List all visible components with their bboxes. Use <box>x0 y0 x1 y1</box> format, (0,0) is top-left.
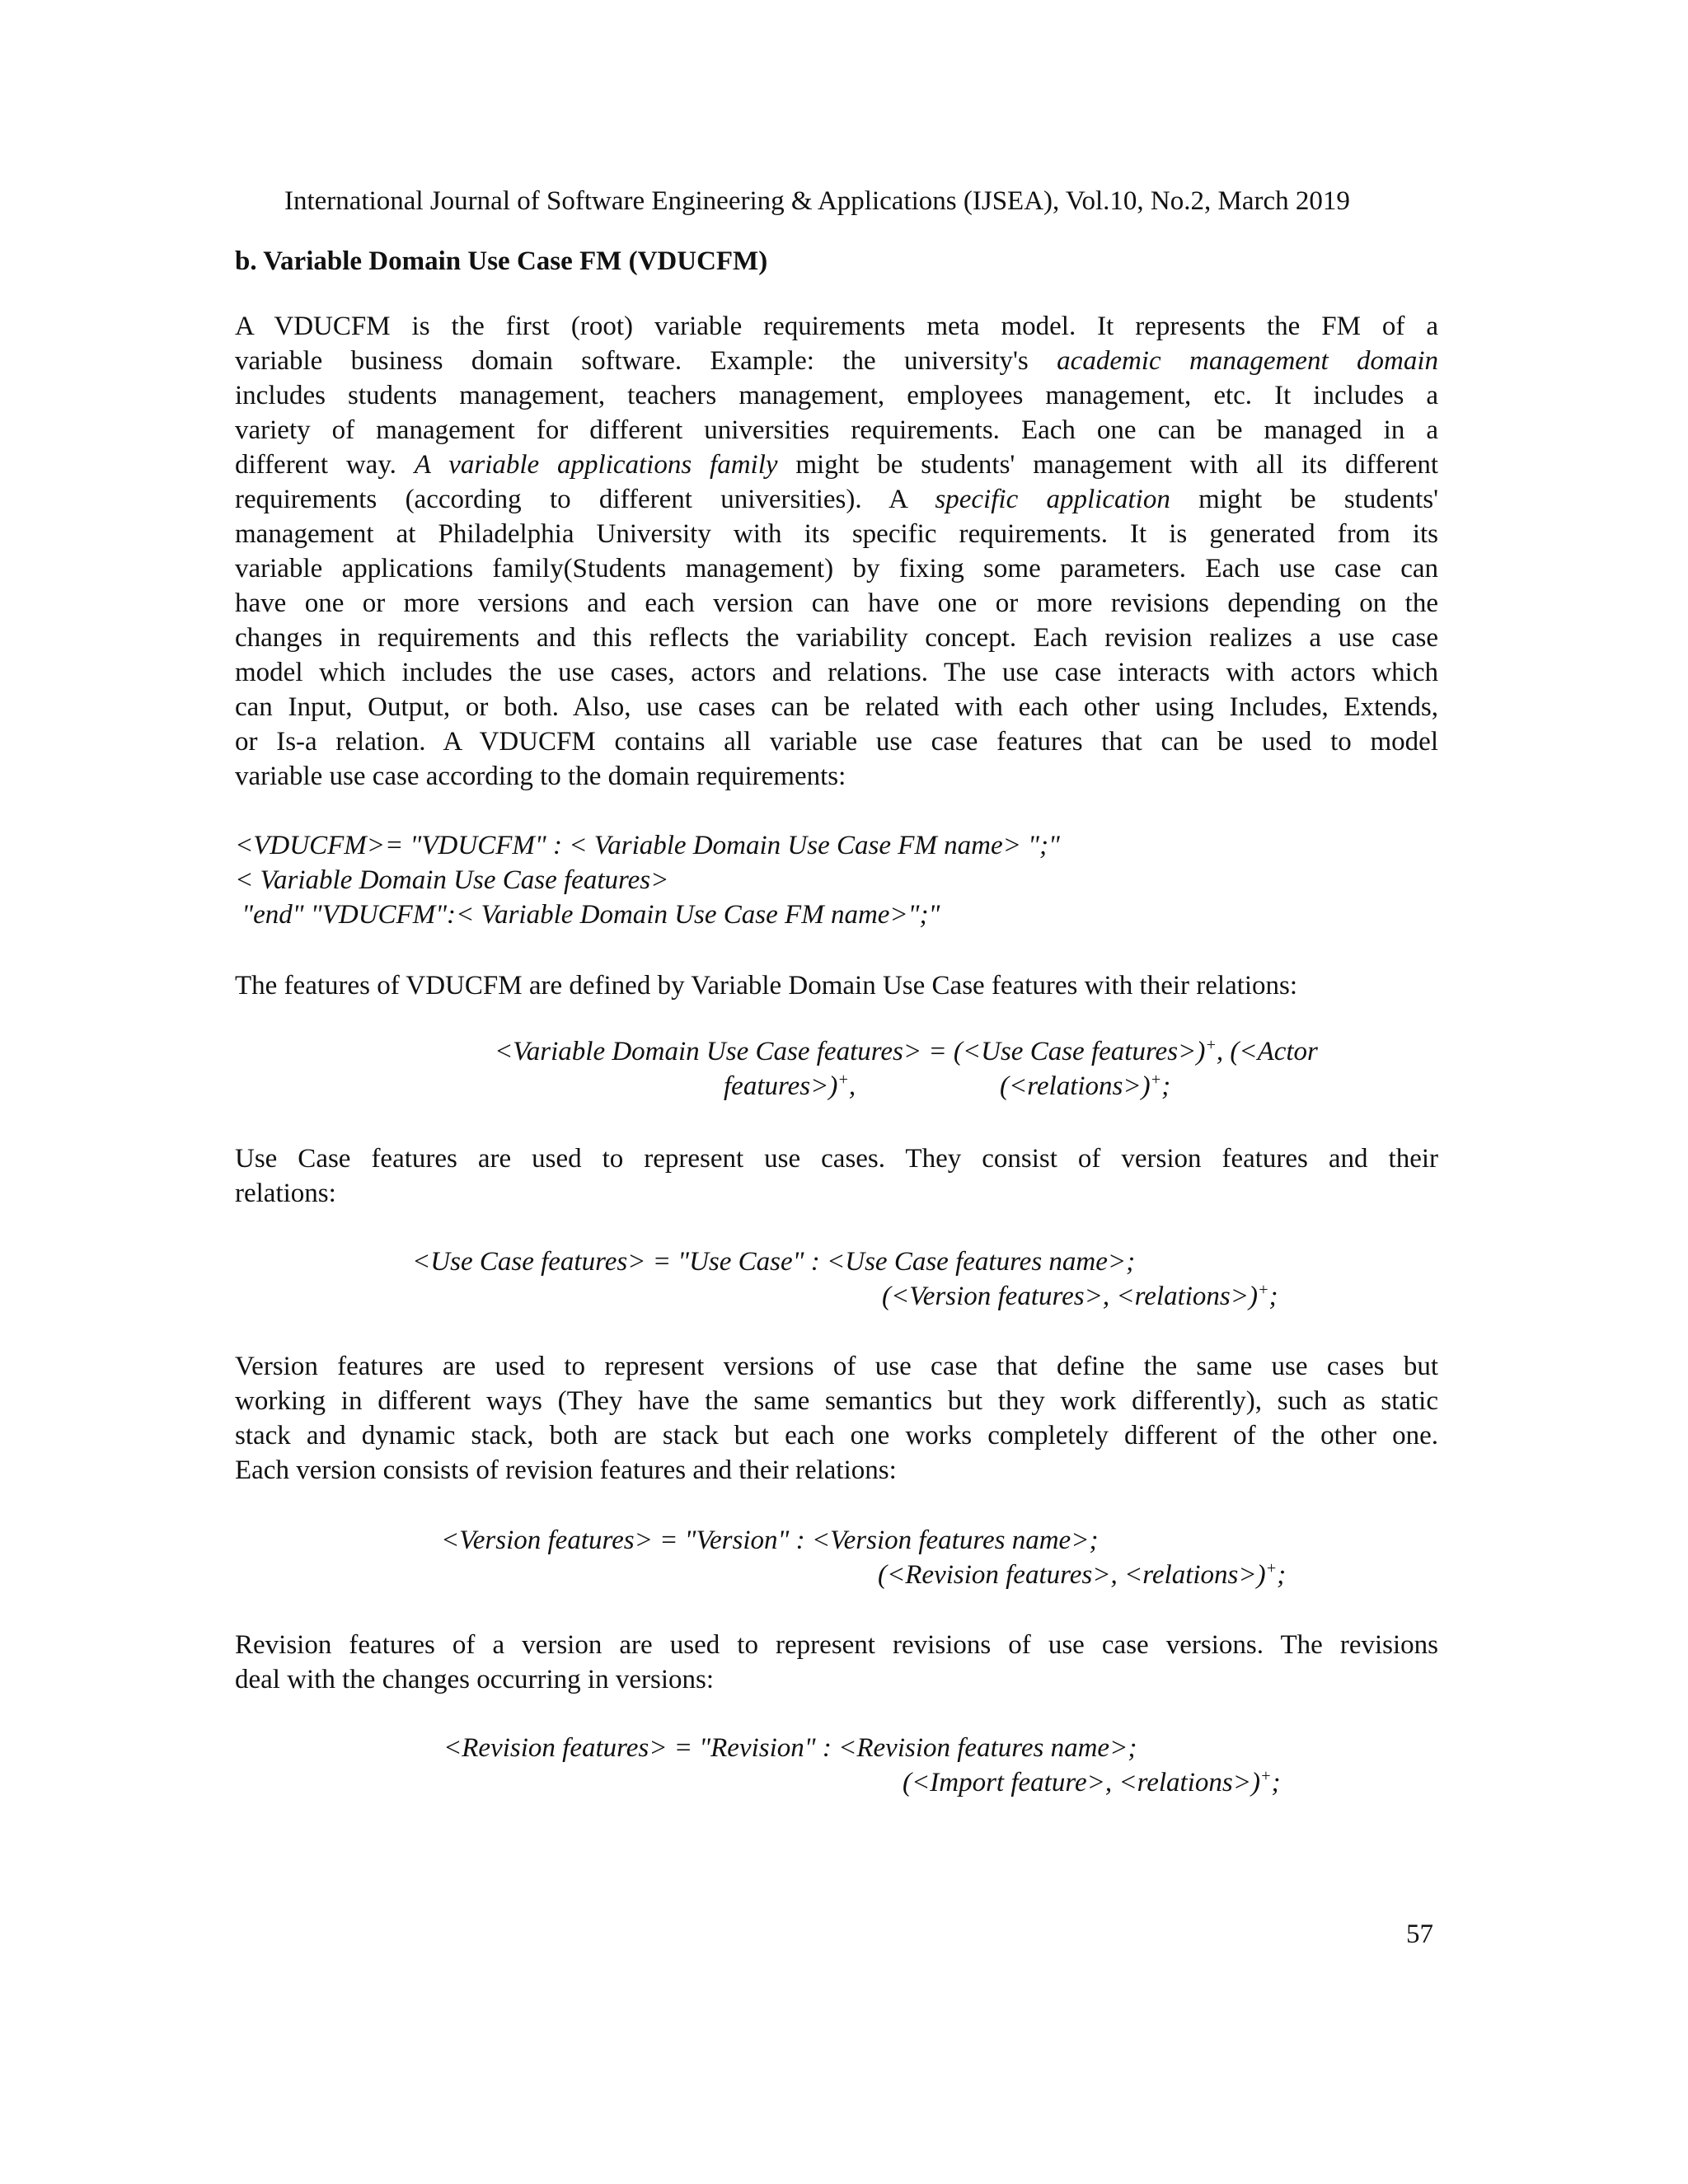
text-line: Revision features of a version are used to represent revisions of use case versions. The revisions <box>235 1630 1438 1660</box>
running-head: International Journal of Software Engineering & Applications (IJSEA), Vol.10, No.2, March 2019 <box>284 186 1350 216</box>
vducfm-grammar <box>235 828 1060 932</box>
page-number: 57 <box>1406 1919 1433 1949</box>
formula-line: (<Revision features>, <relations>)+; <box>878 1559 1287 1590</box>
grammar-line: <VDUCFM>= "VDUCFM" : < Variable Domain Use Case FM name> ";" <box>235 831 1060 860</box>
formula-line: (<relations>)+; <box>1000 1071 1171 1101</box>
text-line: relations: <box>235 1179 336 1208</box>
grammar-line: < Variable Domain Use Case features> <box>235 865 669 895</box>
formula-line: (<Import feature>, <relations>)+; <box>903 1767 1281 1797</box>
text-line: Each version consists of revision features and their relations: <box>235 1455 897 1485</box>
text-line: requirements (according to different universities). A specific application might be students' <box>235 485 1439 514</box>
features-intro-paragraph <box>235 968 1438 1003</box>
usecase-formula-cont <box>882 1279 1278 1314</box>
formula-line: <Use Case features> = "Use Case" : <Use Case features name>; <box>412 1247 1136 1277</box>
formula-line: features>)+, <box>724 1071 856 1101</box>
text-line: can Input, Output, or both. Also, use cases can be related with each other using Includes, Extends, <box>235 692 1438 722</box>
revision-paragraph <box>235 1628 1438 1697</box>
text-line: Version features are used to represent versions of use case that define the same use cases but <box>235 1352 1438 1381</box>
revision-formula <box>443 1731 1137 1765</box>
vduc-features-formula-cont <box>724 1069 856 1104</box>
italic-term: specific application <box>935 485 1170 514</box>
text-line: different way. A variable applications family might be students' management with all its different <box>235 450 1439 480</box>
italic-term: A variable applications family <box>414 450 778 480</box>
formula-line: <Revision features> = "Revision" : <Revision features name>; <box>443 1733 1137 1763</box>
text-line: stack and dynamic stack, both are stack but each one works completely different of the other one. <box>235 1421 1438 1451</box>
text-line: or Is-a relation. A VDUCFM contains all variable use case features that can be used to model <box>235 727 1438 757</box>
usecase-formula <box>412 1244 1135 1279</box>
vduc-relations-term <box>1000 1069 1170 1104</box>
version-formula-cont <box>878 1558 1286 1592</box>
text-line: working in different ways (They have the same semantics but they work differently), such as static <box>235 1386 1438 1416</box>
italic-term: academic management domain <box>1057 346 1438 376</box>
grammar-line: "end" "VDUCFM":< Variable Domain Use Case FM name>";" <box>235 900 940 930</box>
text-line: A VDUCFM is the first (root) variable requirements meta model. It represents the FM of a <box>235 312 1438 341</box>
text-line: deal with the changes occurring in versions: <box>235 1665 714 1694</box>
text-line: Use Case features are used to represent use cases. They consist of version features and their <box>235 1144 1438 1174</box>
text-line: includes students management, teachers management, employees management, etc. It includes a <box>235 381 1438 410</box>
formula-line: <Version features> = "Version" : <Version features name>; <box>441 1526 1099 1555</box>
section-heading: b. Variable Domain Use Case FM (VDUCFM) <box>235 246 768 276</box>
text-line: model which includes the use cases, actors and relations. The use case interacts with actors which <box>235 658 1438 687</box>
formula-line: (<Version features>, <relations>)+; <box>882 1281 1278 1311</box>
text-line: variable use case according to the domain requirements: <box>235 762 846 791</box>
text-line: variable business domain software. Example: the university's academic management domain <box>235 346 1438 376</box>
usecase-paragraph <box>235 1141 1438 1211</box>
revision-formula-cont <box>903 1765 1281 1800</box>
formula-line: <Variable Domain Use Case features> = (<Use Case features>)+, (<Actor <box>495 1036 1318 1066</box>
text-line: changes in requirements and this reflects the variability concept. Each revision realizes a use case <box>235 623 1438 653</box>
version-formula <box>441 1523 1098 1558</box>
vduc-features-formula <box>495 1034 1318 1069</box>
text-line: management at Philadelphia University with its specific requirements. It is generated from its <box>235 519 1438 549</box>
version-paragraph <box>235 1349 1438 1488</box>
text-line: variable applications family(Students management) by fixing some parameters. Each use case can <box>235 554 1438 583</box>
text-line: variety of management for different universities requirements. Each one can be managed in a <box>235 415 1438 445</box>
intro-paragraph <box>235 309 1438 794</box>
text-line: have one or more versions and each version can have one or more revisions depending on the <box>235 588 1438 618</box>
text-line: The features of VDUCFM are defined by Variable Domain Use Case features with their relations: <box>235 971 1298 1001</box>
